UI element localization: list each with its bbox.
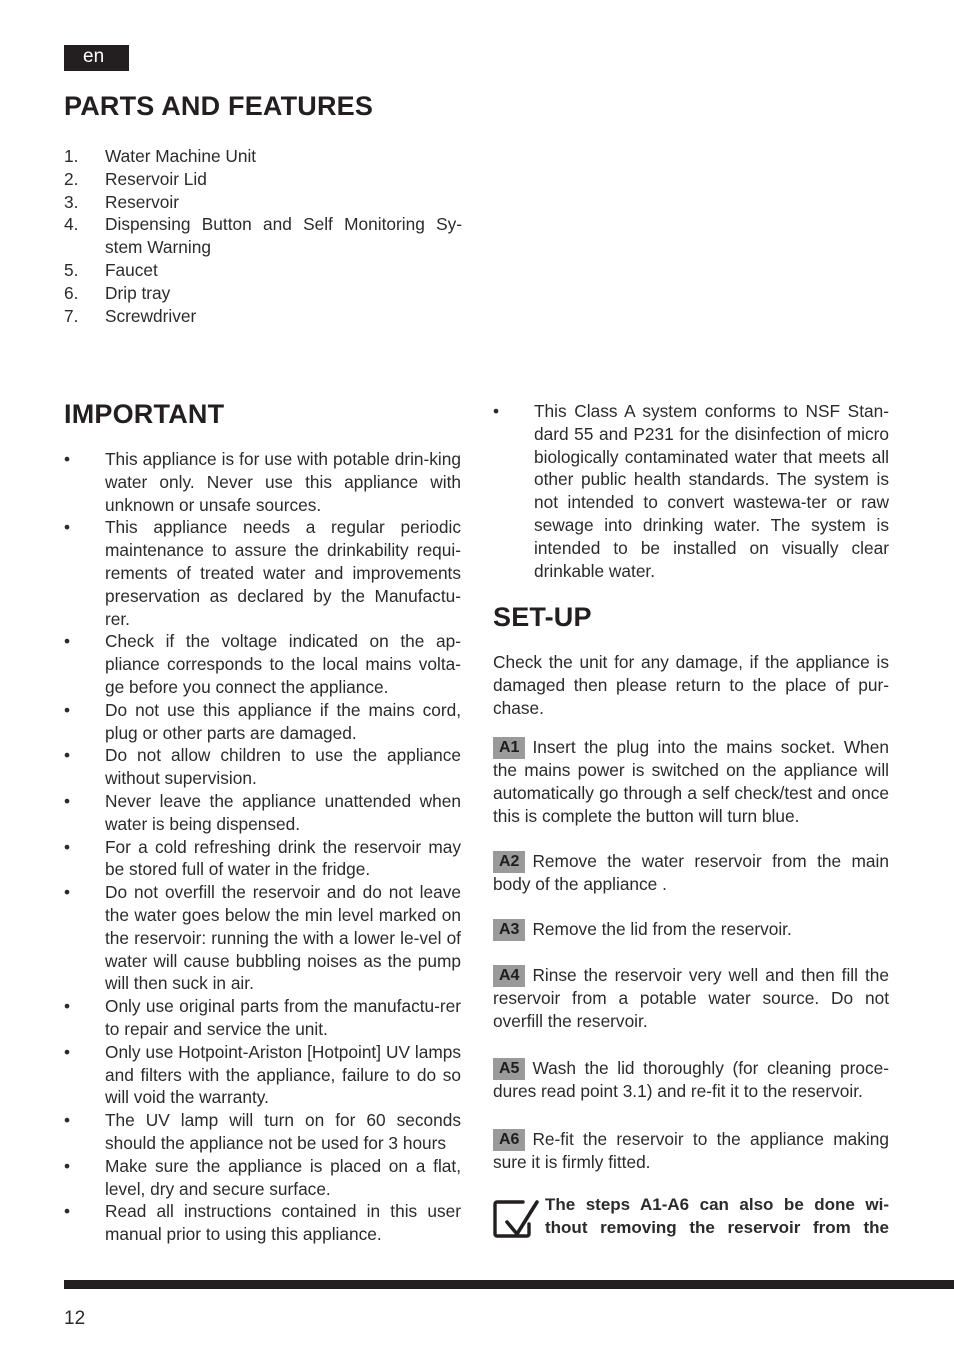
item-text: Only use Hotpoint-Ariston [Hotpoint] UV lamps and filters with the appliance, failure to do so will void the warranty. [105, 1041, 461, 1108]
list-item [64, 516, 461, 630]
step-label: A2 [493, 851, 525, 873]
setup-intro: Check the unit for any damage, if the appliance is damaged then please return to the place of pur-chase. [493, 652, 889, 718]
parts-list [64, 145, 462, 327]
item-number: 4. [64, 214, 79, 235]
item-number: 1. [64, 146, 79, 166]
item-text: This appliance needs a regular periodic maintenance to assure the drinkability requi-rements of treated water and improvements preservation as declared by the Manufactu-rer. [105, 517, 461, 629]
item-text: Reservoir [105, 191, 179, 212]
item-text: Make sure the appliance is placed on a flat, level, dry and secure surface. [105, 1155, 461, 1199]
step-label: A6 [493, 1129, 525, 1151]
list-item [64, 282, 462, 305]
list-item [64, 836, 461, 882]
list-item [64, 259, 462, 282]
list-item [64, 699, 461, 745]
bullet-icon: • [64, 882, 71, 903]
bullet-icon: • [64, 745, 71, 766]
list-item [64, 305, 462, 328]
item-text: Never leave the appliance unattended when water is being dispensed. [105, 790, 461, 834]
list-item [64, 1109, 461, 1155]
step-a4 [493, 964, 889, 1033]
nsf-list [493, 400, 889, 582]
bullet-icon: • [64, 449, 71, 469]
important-list [64, 448, 461, 1246]
note-text: The steps A1-A6 can also be done wi-thout removing the reservoir from the [545, 1195, 889, 1237]
list-item [64, 790, 461, 836]
step-a2 [493, 850, 889, 896]
step-a6 [493, 1128, 889, 1174]
step-text: Wash the lid thoroughly (for cleaning proce-dures read point 3.1) and re-fit it to the reservoir. [493, 1058, 889, 1101]
bullet-icon: • [64, 699, 71, 720]
item-number: 6. [64, 282, 79, 303]
step-label: A4 [493, 965, 525, 987]
step-text: Remove the lid from the reservoir. [532, 919, 792, 939]
setup-heading: SET-UP [493, 602, 592, 632]
step-text: Re-fit the reservoir to the appliance making sure it is firmly fitted. [493, 1129, 889, 1172]
list-item [64, 1200, 461, 1246]
parts-and-features-heading: PARTS AND FEATURES [64, 91, 374, 121]
item-text: Do not use this appliance if the mains cord, plug or other parts are damaged. [105, 699, 461, 743]
bullet-icon: • [64, 517, 71, 538]
step-a1 [493, 736, 889, 827]
list-item [64, 1041, 461, 1109]
item-number: 7. [64, 305, 79, 326]
item-number: 3. [64, 191, 79, 212]
item-number: 2. [64, 168, 79, 189]
bullet-icon: • [64, 790, 71, 811]
list-item [64, 448, 461, 516]
list-item [64, 168, 462, 191]
item-number: 5. [64, 259, 79, 280]
item-text: Dispensing Button and Self Monitoring Sy-stem Warning [105, 214, 462, 258]
item-text: For a cold refreshing drink the reservoir may be stored full of water in the fridge. [105, 836, 461, 880]
bullet-icon: • [64, 836, 71, 857]
item-text: Only use original parts from the manufactu-rer to repair and service the unit. [105, 996, 461, 1039]
footer-rule [64, 1280, 954, 1289]
bullet-icon: • [64, 996, 71, 1017]
note-box [493, 1194, 889, 1242]
bullet-icon: • [64, 1110, 71, 1131]
step-text: Rinse the reservoir very well and then fill the reservoir from a potable water source. Do not overfill the reservoir. [493, 965, 889, 1031]
step-text: Insert the plug into the mains socket. When the mains power is switched on the appliance will automatically go through a self check/test and once this is complete the button will turn blue. [493, 737, 889, 826]
bullet-icon: • [64, 1201, 71, 1222]
list-item [64, 191, 462, 214]
list-item [64, 145, 462, 168]
item-text: Drip tray [105, 282, 171, 303]
list-item [493, 400, 889, 582]
list-item [64, 630, 461, 698]
step-label: A5 [493, 1058, 525, 1080]
list-item [64, 1155, 461, 1201]
bullet-icon: • [493, 401, 500, 421]
list-item [64, 881, 461, 995]
step-a5 [493, 1057, 889, 1103]
list-item [64, 744, 461, 790]
item-text: The UV lamp will turn on for 60 seconds should the appliance not be used for 3 hours [105, 1110, 461, 1153]
step-text: Remove the water reservoir from the main body of the appliance . [493, 851, 889, 894]
important-heading: IMPORTANT [64, 399, 225, 429]
item-text: Do not overfill the reservoir and do not leave the water goes below the min level marked on the reservoir: running the with a lower le-vel of water will cause bubbling noises as the pump will then suck in air. [105, 882, 461, 994]
bullet-icon: • [64, 631, 71, 652]
step-label: A3 [493, 919, 525, 941]
bullet-icon: • [64, 1155, 71, 1176]
item-text: Faucet [105, 259, 158, 280]
language-tab: en [64, 45, 129, 71]
step-label: A1 [493, 737, 525, 759]
page-number: 12 [64, 1308, 86, 1329]
item-text: Reservoir Lid [105, 168, 207, 189]
list-item [64, 213, 462, 259]
item-text: This Class A system conforms to NSF Stan-dard 55 and P231 for the disinfection of micro biologically contaminated water that meets all other public health standards. The system is not intended to convert wastewa-ter or raw sewage into drinking water. The system is intended to be installed on visually clear drinkable water. [534, 401, 889, 581]
item-text: Read all instructions contained in this user manual prior to using this appliance. [105, 1201, 461, 1245]
item-text: Do not allow children to use the appliance without supervision. [105, 745, 461, 789]
item-text: This appliance is for use with potable drin-king water only. Never use this appliance with unknown or unsafe sources. [105, 449, 461, 515]
item-text: Screwdriver [105, 305, 197, 326]
bullet-icon: • [64, 1041, 71, 1062]
list-item [64, 995, 461, 1041]
checkbox-tick-icon [493, 1198, 539, 1238]
item-text: Water Machine Unit [105, 146, 257, 166]
step-a3 [493, 918, 889, 941]
item-text: Check if the voltage indicated on the ap-pliance corresponds to the local mains volta-ge before you connect the appliance. [105, 631, 461, 697]
